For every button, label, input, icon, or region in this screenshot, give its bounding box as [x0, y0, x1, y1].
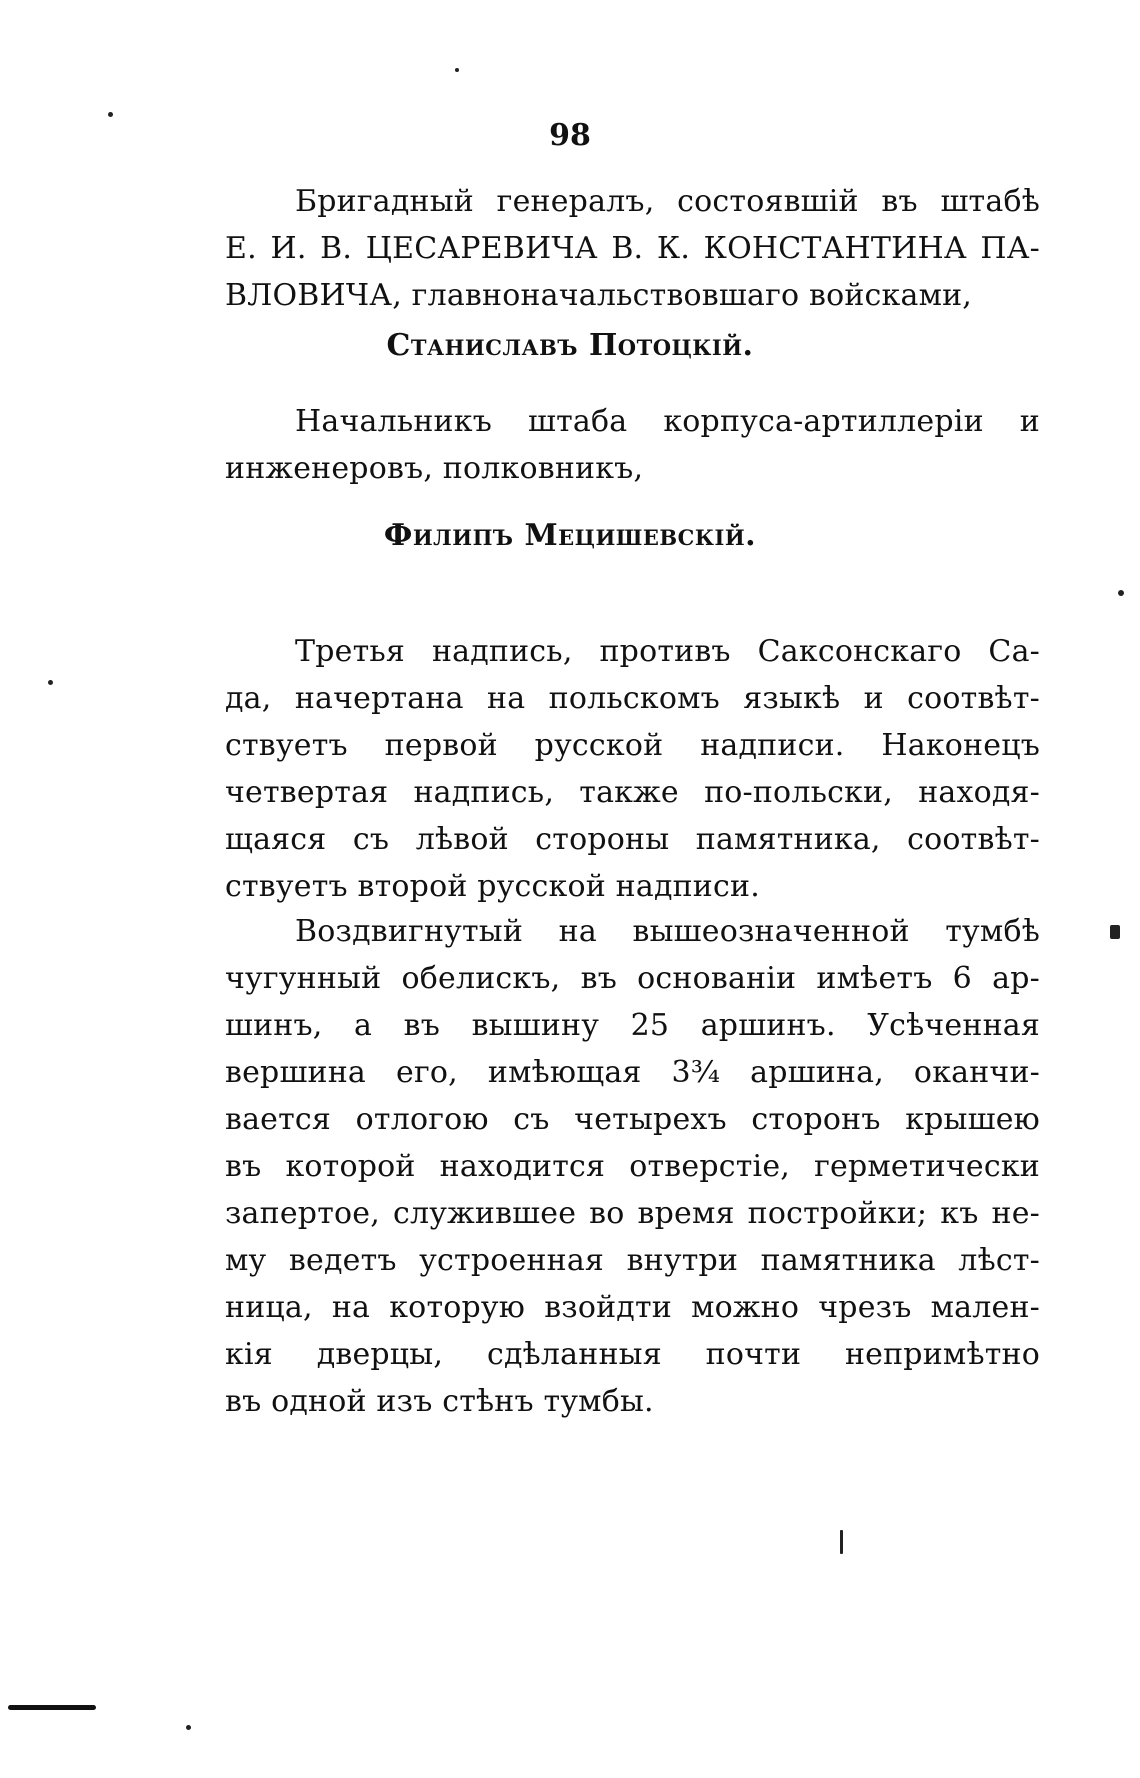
text-line: Е. И. В. ЦЕСАРЕВИЧА В. К. КОНСТАНТИНА ПА- — [225, 231, 1040, 266]
text-line: въ которой находится отверстіе, герметически — [225, 1149, 1040, 1184]
text-line: запертое, служившее во время постройки; къ не- — [225, 1196, 1040, 1231]
scan-speck — [1110, 925, 1120, 939]
paragraph-2 — [225, 908, 1040, 1425]
text-line: Третья надпись, противъ Саксонскаго Са- — [295, 634, 1040, 669]
signatory-name-2: Филипъ Мецишевскій. — [383, 518, 757, 553]
signatory-name-1: Станиславъ Потоцкій. — [386, 328, 754, 363]
text-line: да, начертана на польскомъ языкѣ и соотвѣт- — [225, 681, 1040, 716]
text-line: въ одной изъ стѣнъ тумбы. — [225, 1384, 654, 1419]
text-line: четвертая надпись, также по-польски, находя- — [225, 775, 1040, 810]
text-line: ствуетъ первой русской надписи. Наконецъ — [225, 728, 1040, 763]
text-line: Бригадный генералъ, состоявшій въ штабѣ — [295, 184, 1040, 219]
scan-speck — [840, 1530, 843, 1554]
text-line: вершина его, имѣющая 3¾ аршина, оканчи- — [225, 1055, 1040, 1090]
text-line: шинъ, а въ вышину 25 аршинъ. Усѣченная — [225, 1008, 1040, 1043]
scan-speck — [455, 68, 459, 72]
text-line: му ведетъ устроенная внутри памятника лѣст- — [225, 1243, 1040, 1278]
text-line: инженеровъ, полковникъ, — [225, 451, 644, 486]
section-1-text — [225, 178, 1040, 319]
paragraph-1 — [225, 628, 1040, 910]
scan-speck — [1118, 590, 1124, 596]
text-line: ВЛОВИЧА, главноначальствовшаго войсками, — [225, 278, 973, 313]
text-line: ствуетъ второй русской надписи. — [225, 869, 760, 904]
scan-speck — [108, 112, 113, 117]
scan-speck — [48, 680, 53, 685]
page-number: 98 — [549, 118, 591, 153]
text-line: Воздвигнутый на вышеозначенной тумбѣ — [295, 914, 1040, 949]
text-line: щаяся съ лѣвой стороны памятника, соотвѣт- — [225, 822, 1040, 857]
scan-edge-mark — [8, 1705, 96, 1710]
text-line: вается отлогою съ четырехъ сторонъ крышею — [225, 1102, 1040, 1137]
text-line: кія дверцы, сдѣланныя почти непримѣтно — [225, 1337, 1040, 1372]
section-2-text — [225, 398, 1040, 492]
scan-speck — [186, 1725, 191, 1730]
text-line: ница, на которую взойдти можно чрезъ мален- — [225, 1290, 1040, 1325]
text-line: чугунный обелискъ, въ основаніи имѣетъ 6 ар- — [225, 961, 1040, 996]
text-line: Начальникъ штаба корпуса-артиллеріи и — [295, 404, 1040, 439]
